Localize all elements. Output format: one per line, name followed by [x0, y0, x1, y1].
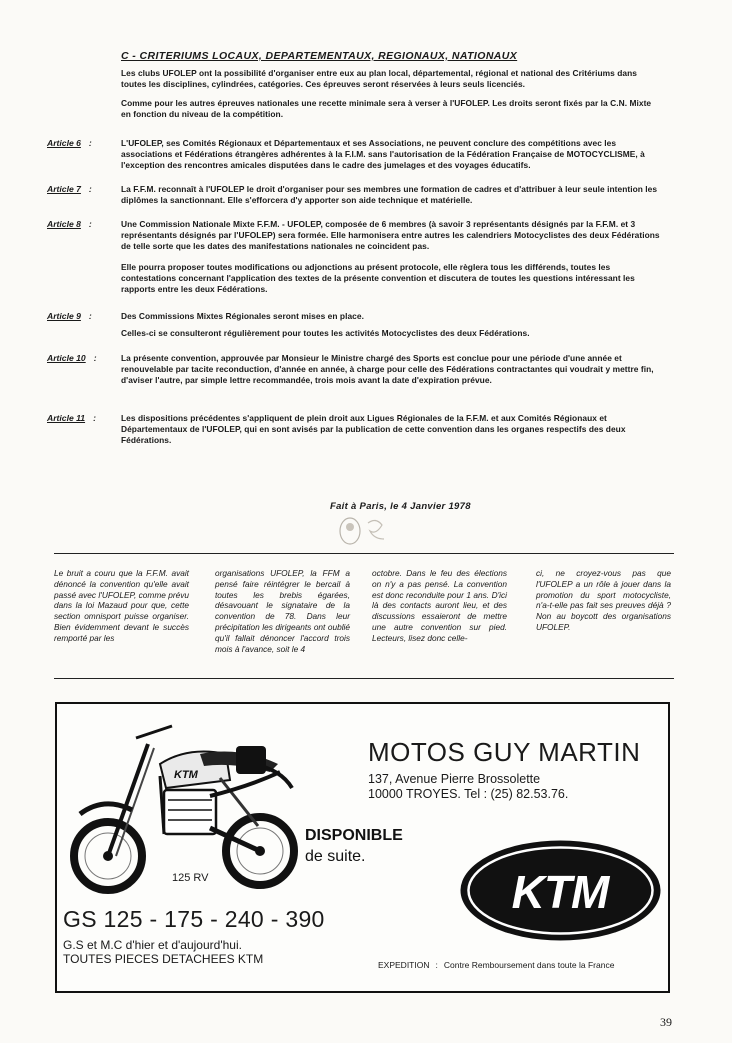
- motorcycle-illustration-icon: [60, 716, 300, 896]
- bottom-divider: [54, 678, 674, 679]
- signature-line: Fait à Paris, le 4 Janvier 1978: [330, 501, 471, 512]
- page-number: 39: [660, 1015, 672, 1029]
- section-heading: C - CRITERIUMS LOCAUX, DEPARTEMENTAUX, REGIONAUX, NATIONAUX: [121, 50, 518, 62]
- article-8-text-1: Une Commission Nationale Mixte F.F.M. - UFOLEP, composée de 6 membres (à savoir 3 représentants désignés par la F.F.M. et 3 représentants désignés par l'UFOLEP) sera formée. Elle harmonisera entre autres les calendriers Motocyclistes des deux Fédérations de telle sorte que les dates des manifestations nationales ne coincident pas.: [121, 219, 660, 251]
- article-9-text-2: Celles-ci se consulteront régulièrement pour toutes les activités Motocyclistes des deux Fédérations.: [121, 328, 530, 338]
- address-street: 137, Avenue Pierre Brossolette: [368, 772, 541, 786]
- article-8-text-2: Elle pourra proposer toutes modifications ou adjonctions au présent protocole, elle règlera tous les différends, toutes les contestations concernant l'application des textes de la présente convention et discutera de toutes les questions intéressant les rapports entre les deux Fédérations.: [121, 262, 635, 294]
- model-list: GS 125 - 175 - 240 - 390: [63, 906, 325, 932]
- article-10-text: La présente convention, approuvée par Monsieur le Ministre chargé des Sports est conclue pour une période d'une année et renouvelable par tacite reconduction, d'année en année, à charge pour celle des Fédérations contractantes qui voudrait y mettre fin, d'aviser l'autre, par simple lettre recommandée, trois mois avant la date d'expiration prévue.: [121, 353, 654, 385]
- ktm-logo-text: KTM: [511, 866, 609, 918]
- news-column-2: organisations UFOLEP, la FFM a pensé faire réintégrer le bercail à toutes les brebis égarées, désavouant le signataire de la convention de 78. Dans leur précipitation les dirigeants ont oublié qu'il fallait dénoncer l'accord trois mois à l'avance, soit le 4: [215, 568, 350, 654]
- news-column-3: octobre. Dans le feu des élections on n'y a pas pensé. La convention est donc reconduite pour 1 ans. D'ici là des contacts auront lieu, et des discussions essaieront de mettre une autre convention sur pied. Lecteurs, lisez donc celle-: [372, 568, 507, 643]
- official-stamp-icon: [338, 513, 398, 549]
- availability-text: [305, 825, 403, 867]
- expedition-info: EXPEDITION : Contre Remboursement dans toute la France: [378, 960, 615, 970]
- article-11-text: Les dispositions précédentes s'appliquent de plein droit aux Ligues Régionales de la F.F.M. et aux Comités Régionaux et Départementaux de l'UFOLEP, qui en sont avisés par la publication de cette convention dans les organes respectifs des deux Fédérations.: [121, 413, 626, 445]
- article-7-label: Article 7 :: [47, 184, 92, 194]
- ktm-logo-icon: [458, 838, 663, 943]
- section-c-paragraph-1: Les clubs UFOLEP ont la possibilité d'organiser entre eux au plan local, départemental, régional et national des Critériums dans toutes les disciplines, cylindrées, catégories. Ces épreuves seront réservées à leurs seuls licenciés.: [121, 68, 637, 89]
- dealer-address: [368, 772, 568, 802]
- article-6-label: Article 6 :: [47, 138, 92, 148]
- top-divider: [54, 553, 674, 554]
- section-c-paragraph-2: Comme pour les autres épreuves nationales une recette minimale sera à verser à l'UFOLEP. Les droits seront fixés par la C.N. Mixte en fonction du niveau de la compétition.: [121, 98, 652, 119]
- model-tag: 125 RV: [172, 872, 209, 884]
- article-9-text-1: Des Commissions Mixtes Régionales seront mises en place.: [121, 311, 364, 321]
- address-city-phone: 10000 TROYES. Tel : (25) 82.53.76.: [368, 787, 569, 801]
- availability-line-2: de suite.: [305, 848, 366, 865]
- dealer-name: MOTOS GUY MARTIN: [368, 737, 641, 767]
- availability-line-1: DISPONIBLE: [305, 827, 403, 844]
- tagline-line-2: TOUTES PIECES DETACHEES KTM: [63, 952, 264, 966]
- article-7-text: La F.F.M. reconnaît à l'UFOLEP le droit d'organiser pour ses membres une formation de cadres et d'attribuer à leur seule intention les diplômes la sanctionnant. Elle s'efforcera d'y apporter son aide technique et matérielle.: [121, 184, 658, 205]
- expedition-label: EXPEDITION: [378, 960, 430, 970]
- article-9-label: Article 9 :: [47, 311, 92, 321]
- expedition-text: Contre Remboursement dans toute la France: [443, 960, 615, 970]
- article-10-label: Article 10 :: [47, 353, 97, 363]
- bike-brand-label: KTM: [174, 769, 198, 781]
- news-column-4: ci, ne croyez-vous pas que l'UFOLEP a un rôle à jouer dans la promotion du sport motocycliste, n'a-t-elle pas fait ses preuves déjà ? Non au boycott des organisations UFOLEP.: [536, 568, 671, 632]
- article-11-label: Article 11 :: [47, 413, 96, 423]
- article-6-text: L'UFOLEP, ses Comités Régionaux et Départementaux et ses Associations, ne peuvent conclure des compétitions avec les associations et Fédérations étrangères adhérentes à la F.I.M. sans l'autorisation de la Fédération Française de MOTOCYCLISME, à l'exception des rencontres amicales disputées dans le cadre des jumelages et des voyages éducatifs.: [121, 138, 645, 170]
- tagline-line-1: G.S et M.C d'hier et d'aujourd'hui.: [63, 938, 242, 952]
- news-column-1: Le bruit a couru que la F.F.M. avait dénoncé la convention qu'elle avait passé avec l'UFOLEP, comme prévu dans la loi Mazaud pour que, cette section omnisport puisse organiser. Bien évidemment devant le succès remporté par les: [54, 568, 189, 643]
- article-8-label: Article 8 :: [47, 219, 92, 229]
- ad-tagline: [63, 938, 263, 966]
